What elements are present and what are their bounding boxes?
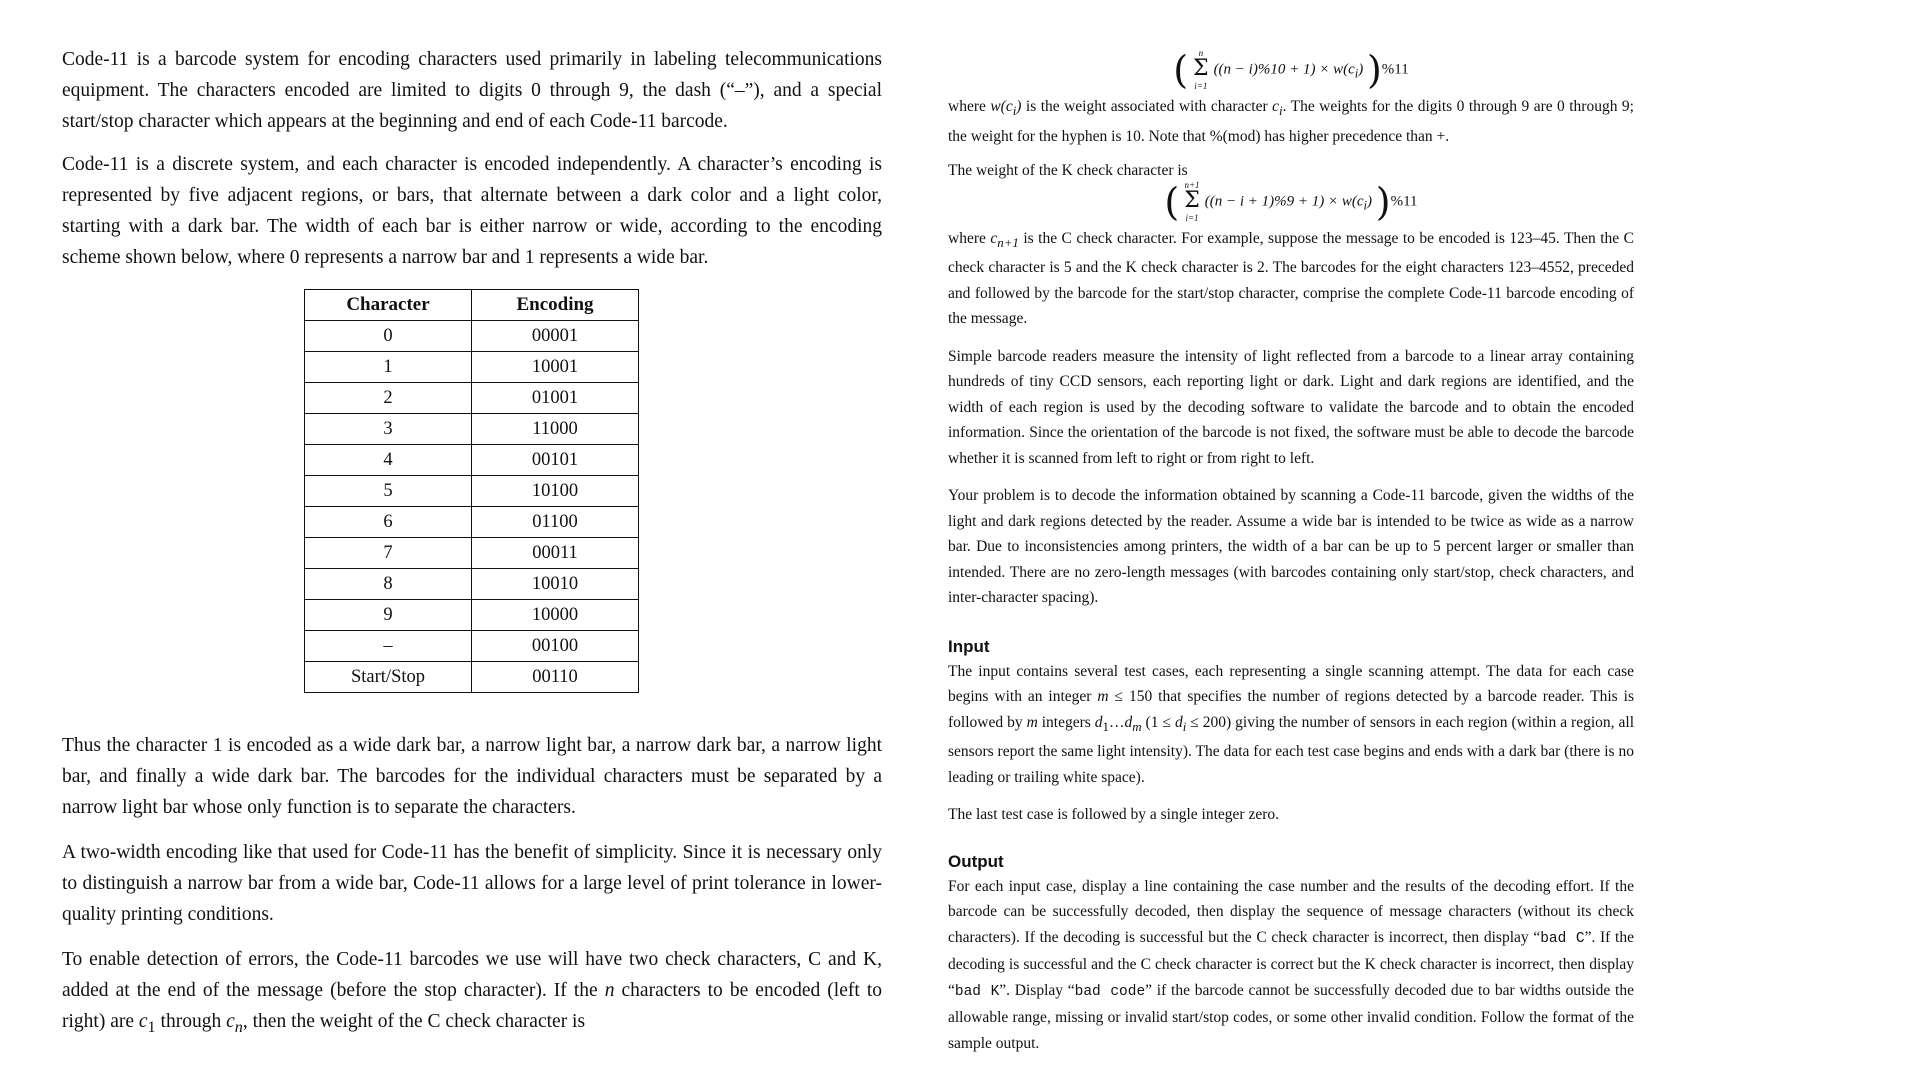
table-cell-character: 8 [305,569,472,600]
table-cell-character: 5 [305,476,472,507]
math-m: m [1026,713,1038,731]
k-check-formula [948,179,1634,226]
formula-mod: %11 [1390,193,1418,210]
table-row [305,383,639,414]
check-characters-paragraph [62,944,882,1043]
table-cell-character: 4 [305,445,472,476]
weight-definition-paragraph [948,94,1634,149]
text-run: … [1109,713,1125,731]
table-cell-character: 7 [305,538,472,569]
table-header-row [305,290,639,321]
text-run: is the weight associated with character [1021,98,1273,115]
sigma-icon: n Σ i=1 [1193,48,1209,91]
math-c: c [1272,98,1279,115]
table-cell-character: Start/Stop [305,662,472,693]
table-cell-character: 9 [305,600,472,631]
table-row [305,476,639,507]
problem-paragraph: Your problem is to decode the information obtained by scanning a Code-11 barcode, given the widths of the light and dark regions detected by the reader. Assume a wide bar is intended to be twice as wide as a narrow bar. Due to inconsistencies among printers, the width of a bar can be up to 5 percent larger or smaller than intended. There are no zero-length messages (with barcodes containing only start/stop, check characters, and inter-character spacing). [948,487,1634,607]
text-run: ” if the barcode cannot be successfully decoded due to bar widths outside the allowable range, missing or invalid start/stop codes, or some other invalid condition. Follow the format of the sample output. [948,981,1634,1052]
table-row [305,321,639,352]
formula-subscript: i [1363,198,1368,213]
math-d: d [1094,713,1103,731]
math-w: w(c [990,98,1013,115]
right-column [948,48,1634,1056]
intro-paragraph: Code-11 is a barcode system for encoding characters used primarily in labeling telecommunications equipment. The characters encoded are limited to digits 0 through 9, the dash (“–”), and a special start/stop character which appears at the beginning and end of each Code-11 barcode. [62,49,882,132]
table-cell-encoding: 00100 [472,631,639,662]
formula-expression: ((n − i)%10 + 1) × w(c [1213,61,1355,78]
text-run: where [948,229,991,247]
math-c: c [226,1011,235,1032]
last-test-case-paragraph: The last test case is followed by a single integer zero. [948,806,1279,824]
table-cell-character: 6 [305,507,472,538]
text-run: (1 ≤ [1141,713,1175,731]
math-subscript: i [1182,718,1187,734]
code-bad-code: bad code [1074,983,1146,1000]
math-w-end: ) [1016,98,1022,115]
sum-lower-limit: i=1 [1185,212,1199,223]
table-cell-encoding: 10010 [472,569,639,600]
text-run: integers [1037,713,1095,731]
formula-paren: ( [1164,179,1180,224]
table-row [305,631,639,662]
table-cell-encoding: 00001 [472,321,639,352]
math-d: d [1174,713,1183,731]
table-cell-character: 3 [305,414,472,445]
text-run: is the C check character. For example, suppose the message to be encoded is 123–45. Then the C check character is 5 and the K check character is 2. The barcodes for the eight characters 123–4552, preceded and followed by the barcode for the start/stop character, comprise the complete Code-11 barcode encoding of the message. [948,229,1634,328]
table-header-encoding: Encoding [472,290,639,321]
text-run: ≤ 200) giving the number of sensors in each region (within a region, all sensors report the same light intensity). The data for each test case begins and ends with a dark bar (there is no leading or trailing white space). [948,713,1634,786]
formula-expression-end: ) [1358,61,1364,78]
table-cell-character: 2 [305,383,472,414]
formula-paren: ) [1375,179,1391,224]
table-row [305,538,639,569]
barcode-readers-paragraph: Simple barcode readers measure the intensity of light reflected from a barcode to a linear array containing hundreds of tiny CCD sensors, each reporting light or dark. Light and dark regions are identified, and the width of each region is used by the decoding software to validate the barcode and to obtain the encoded information. Since the orientation of the barcode is not fixed, the software must be able to decode the barcode whether it is scanned from left to right or from right to left. [948,347,1634,467]
text-run: characters to be encoded (left to right) are [62,980,883,1032]
formula-expression-end: ) [1367,193,1373,210]
table-row [305,445,639,476]
table-cell-encoding: 10100 [472,476,639,507]
text-run: ≤ 150 that specifies the number of regions detected by a barcode reader. This is followed by [948,688,1634,731]
sum-upper-limit: n [1198,48,1204,58]
sum-lower-limit: i=1 [1194,81,1208,91]
table-row [305,507,639,538]
math-subscript: i [1012,103,1017,119]
formula-paren: ) [1366,48,1382,92]
formula-subscript: i [1354,66,1359,81]
math-c: c [138,1011,148,1032]
table-cell-character: – [305,631,472,662]
formula-expression: ((n − i + 1)%9 + 1) × w(c [1204,193,1364,210]
math-d: d [1124,713,1133,731]
output-paragraph [948,874,1634,1057]
input-paragraph [948,659,1634,791]
text-run: To enable detection of errors, the Code-11 barcodes we use will have two check characters, C and K, added at the end of the message (before the stop character). If the [62,949,882,1001]
sigma-icon: n+1 Σ i=1 [1184,179,1200,223]
encoding-table [304,289,639,693]
table-row [305,600,639,631]
encoding-description-paragraph: Code-11 is a discrete system, and each character is encoded independently. A character’s encoding is represented by five adjacent regions, or bars, that alternate between a dark color and a light color, starting with a dark bar. The width of each bar is either narrow or wide, according to the encoding scheme shown below, where 0 represents a narrow bar and 1 represents a wide bar. [62,154,882,268]
math-subscript: 1 [1102,718,1109,734]
table-cell-character: 0 [305,321,472,352]
text-run: where [948,98,991,115]
math-subscript: 1 [147,1017,156,1036]
formula-mod: %11 [1381,61,1409,78]
text-run: The input contains several test cases, each representing a single scanning attempt. The data for each case begins with an integer [948,662,1634,706]
table-cell-encoding: 00101 [472,445,639,476]
input-heading: Input [948,636,990,656]
left-column [62,44,882,273]
text-run: , then the weight of the C check character is [242,1011,586,1032]
table-row [305,569,639,600]
sum-upper-limit: n+1 [1184,179,1200,190]
table-row [305,352,639,383]
c-check-formula [948,48,1634,94]
table-cell-encoding: 11000 [472,414,639,445]
table-cell-encoding: 00110 [472,662,639,693]
table-cell-encoding: 00011 [472,538,639,569]
table-cell-encoding: 10001 [472,352,639,383]
math-n: n [604,980,615,1001]
math-subscript: i [1278,103,1283,119]
table-cell-encoding: 10000 [472,600,639,631]
math-subscript: n+1 [997,234,1019,250]
example-paragraph [948,226,1634,332]
left-column-lower [62,730,882,1043]
text-run: For each input case, display a line containing the case number and the results of the decoding effort. If the barcode can be successfully decoded, then display the sequence of message characters (without its check characters). If the decoding is successful but the C check character is incorrect, then display “ [948,877,1634,946]
math-m: m [1097,688,1109,706]
text-run: ”. Display “ [999,981,1075,999]
table-cell-character: 1 [305,352,472,383]
k-weight-intro: The weight of the K check character is [948,162,1188,180]
formula-paren: ( [1173,48,1189,92]
table-cell-encoding: 01001 [472,383,639,414]
text-run: through [155,1011,227,1032]
code-bad-k: bad K [954,983,1000,1000]
code-bad-c: bad C [1540,930,1585,947]
text-run: ”. If the decoding is successful and the C check character is correct but the K check character is incorrect, then display “ [948,928,1634,999]
two-width-paragraph: A two-width encoding like that used for Code-11 has the benefit of simplicity. Since it is necessary only to distinguish a narrow bar from a wide bar, Code-11 allows for a large level of print tolerance in lower-quality printing conditions. [62,842,882,925]
table-row [305,414,639,445]
table-header-character: Character [305,290,472,321]
math-subscript: n [234,1017,243,1036]
math-subscript: m [1132,718,1142,734]
math-c: c [990,229,998,247]
table-cell-encoding: 01100 [472,507,639,538]
character-one-paragraph: Thus the character 1 is encoded as a wide dark bar, a narrow light bar, a narrow dark bar, a narrow light bar, and finally a wide dark bar. The barcodes for the individual characters must be separated by a narrow light bar whose only function is to separate the characters. [62,735,882,818]
table-row [305,662,639,693]
text-run: . The weights for the digits 0 through 9 are 0 through 9; the weight for the hyphen is 10. Note that %(mod) has higher precedence than +. [948,98,1634,145]
output-heading: Output [948,851,1004,871]
